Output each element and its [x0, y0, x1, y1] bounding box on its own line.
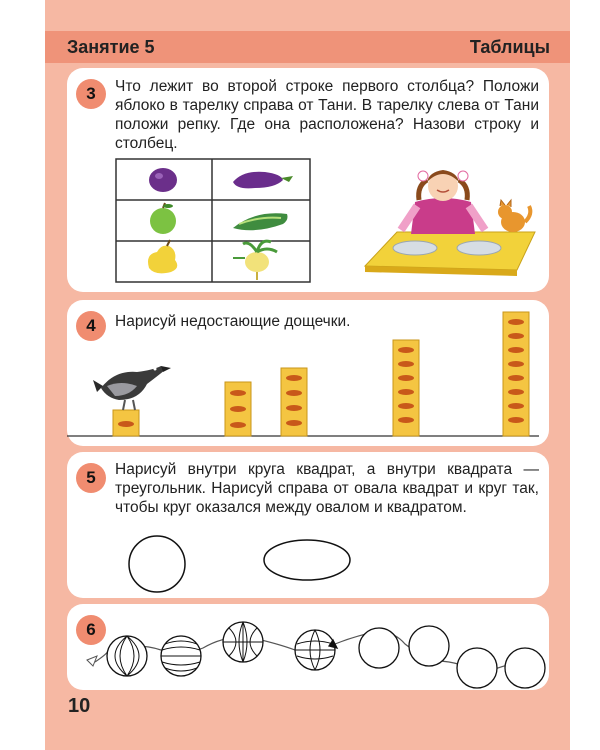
crow-icon	[93, 366, 171, 410]
empty-bead-2	[409, 626, 449, 666]
cat-icon	[498, 200, 530, 232]
task-5-number: 5	[76, 463, 106, 493]
task-4-text: Нарисуй недостающие дощечки.	[115, 313, 351, 330]
page-number: 10	[68, 695, 91, 717]
task-4-card	[67, 300, 549, 446]
plum-icon	[149, 168, 177, 192]
task-6-number: 6	[76, 615, 106, 645]
task-6-card	[67, 604, 549, 690]
circle-shape	[129, 536, 185, 592]
bead-2	[161, 636, 201, 676]
task-3-text: Что лежит во второй строке первого столбца? Положи яблоко в тарелку справа от Тани. В тарелку слева от Тани положи репку. Где она расположена? Назови строку и столбец.	[115, 78, 539, 152]
bead-1	[107, 636, 147, 676]
lesson-title: Занятие 5	[67, 37, 155, 57]
plank-7	[503, 312, 529, 436]
task-5-card	[67, 452, 549, 598]
plank-5	[393, 340, 419, 436]
planks-sequence	[67, 300, 549, 446]
bead-4	[295, 630, 337, 670]
task-4-number: 4	[76, 311, 106, 341]
task-3-card	[67, 68, 549, 292]
plank-3	[281, 368, 307, 436]
beads-on-string	[67, 604, 549, 690]
bead-3	[223, 622, 263, 662]
empty-bead-3	[457, 648, 497, 688]
empty-bead-4	[505, 648, 545, 688]
topic-title: Таблицы	[469, 37, 550, 57]
task-5-text: Нарисуй внутри круга квадрат, а внутри квадрата — треугольник. Нарисуй справа от овала квадрат и круг так, чтобы круг оказался между овалом и квадратом.	[115, 461, 539, 516]
page-header	[45, 31, 570, 63]
fruit-veg-table	[115, 158, 311, 283]
plank-2	[225, 382, 251, 436]
oval-shape	[264, 540, 350, 580]
circle-and-oval-shapes	[67, 452, 549, 598]
empty-bead-1	[359, 628, 399, 668]
task-3-number: 3	[76, 79, 106, 109]
workbook-page	[45, 0, 570, 750]
girl-tanya-illustration	[345, 166, 545, 278]
plank-1	[113, 410, 139, 436]
